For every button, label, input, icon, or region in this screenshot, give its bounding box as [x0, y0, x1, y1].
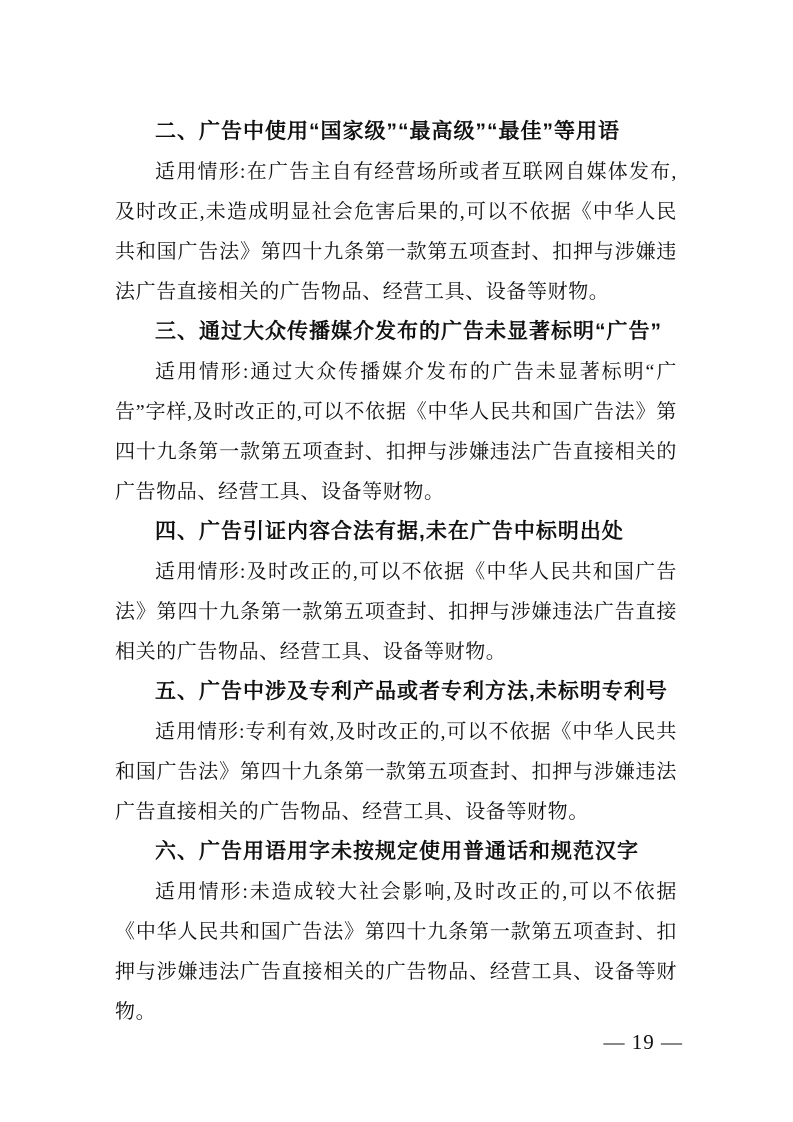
- section-5-body: 适用情形:专利有效,及时改正的,可以不依据《中华人民共和国广告法》第四十九条第一款第五项查封、扣押与涉嫌违法广告直接相关的广告物品、经营工具、设备等财物。: [115, 721, 677, 823]
- section-4: [115, 512, 677, 672]
- section-3: [115, 312, 677, 512]
- page-number: — 19 —: [603, 1030, 683, 1054]
- section-6-heading: 六、广告用语用字未按规定使用普通话和规范汉字: [155, 840, 639, 863]
- section-2-body: 适用情形:在广告主自有经营场所或者互联网自媒体发布,及时改正,未造成明显社会危害后果的,可以不依据《中华人民共和国广告法》第四十九条第一款第五项查封、扣押与涉嫌违法广告直接相关的广告物品、经营工具、设备等财物。: [115, 161, 677, 303]
- section-2-heading: 二、广告中使用“国家级”“最高级”“最佳”等用语: [155, 120, 620, 143]
- section-3-heading: 三、通过大众传播媒介发布的广告未显著标明“广告”: [155, 320, 662, 343]
- section-3-body: 适用情形:通过大众传播媒介发布的广告未显著标明“广告”字样,及时改正的,可以不依据《中华人民共和国广告法》第四十九条第一款第五项查封、扣押与涉嫌违法广告直接相关的广告物品、经营工具、设备等财物。: [115, 361, 677, 503]
- section-4-heading: 四、广告引证内容合法有据,未在广告中标明出处: [155, 520, 624, 543]
- section-4-body: 适用情形:及时改正的,可以不依据《中华人民共和国广告法》第四十九条第一款第五项查封、扣押与涉嫌违法广告直接相关的广告物品、经营工具、设备等财物。: [115, 561, 677, 663]
- section-6-body: 适用情形:未造成较大社会影响,及时改正的,可以不依据《中华人民共和国广告法》第四十九条第一款第五项查封、扣押与涉嫌违法广告直接相关的广告物品、经营工具、设备等财物。: [115, 881, 677, 1023]
- section-5: [115, 672, 677, 832]
- section-2: [115, 112, 677, 312]
- section-6: [115, 832, 677, 1032]
- section-5-heading: 五、广告中涉及专利产品或者专利方法,未标明专利号: [155, 680, 668, 703]
- document-content: [115, 112, 677, 1032]
